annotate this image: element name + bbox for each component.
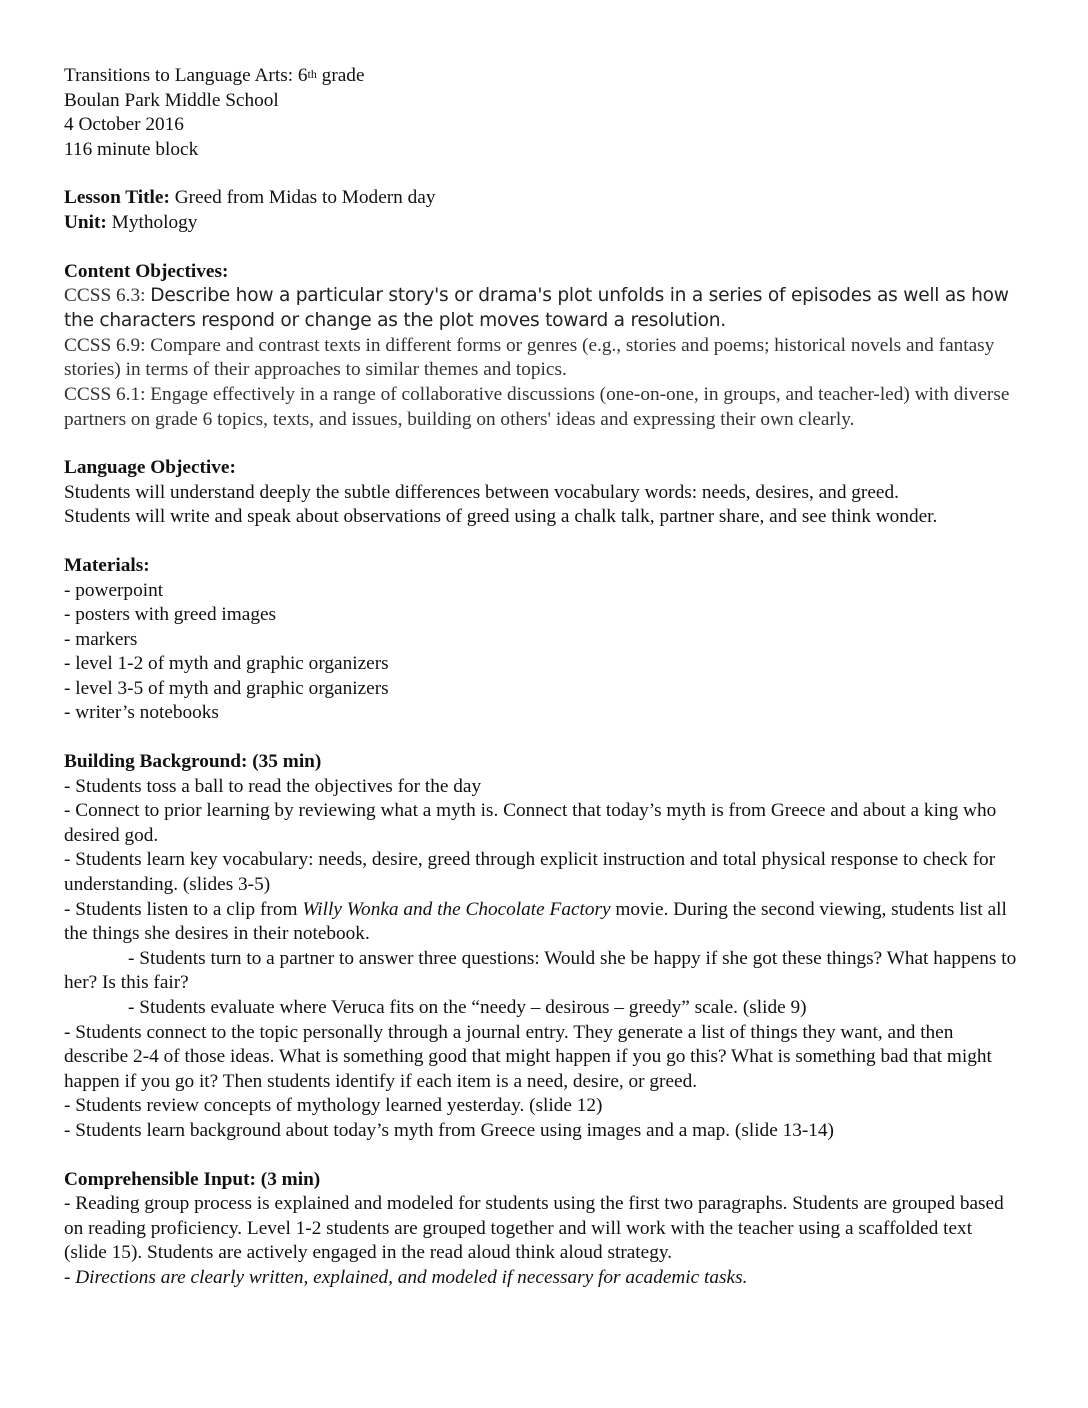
ccss-6-3-code: CCSS 6.3:: [64, 285, 151, 307]
ccss-6-3: [64, 284, 1018, 334]
ccss-6-9-text: Compare and contrast texts in different forms or genres (e.g., stories and poems; historical novels and fantasy stories) in terms of their approaches to similar themes and topics.: [64, 334, 995, 381]
building-background-heading: Building Background: (35 min): [64, 751, 322, 773]
material-item: - powerpoint: [64, 579, 164, 601]
ccss-6-1-code: CCSS 6.1:: [64, 383, 151, 405]
ccss-6-1: [64, 383, 1018, 432]
school-name: Boulan Park Middle School: [64, 89, 279, 111]
course-line: [64, 64, 1018, 89]
language-objective-heading: Language Objective:: [64, 457, 236, 479]
lesson-date: 4 October 2016: [64, 114, 184, 136]
background-item: [64, 898, 1018, 947]
content-objectives-heading: Content Objectives:: [64, 260, 229, 282]
movie-title: Willy Wonka and the Chocolate Factory: [302, 898, 611, 920]
input-item: - Reading group process is explained and modeled for students using the first two paragraphs. Students are grouped based on reading proficiency. Level 1-2 students are grouped together and will work with the teacher using a scaffolded text (slide 15). Students are actively engaged in the read aloud think aloud strategy.: [64, 1193, 1004, 1264]
material-item: - level 1-2 of myth and graphic organizers: [64, 653, 389, 675]
spacer: [64, 530, 1018, 554]
material-item: - markers: [64, 628, 138, 650]
background-item: - Students review concepts of mythology learned yesterday. (slide 12): [64, 1095, 603, 1117]
background-subitem: [64, 947, 1018, 996]
ccss-6-3-text: Describe how a particular story's or drama's plot unfolds in a series of episodes as well as how the characters respond or change as the plot moves toward a resolution.: [64, 285, 1009, 331]
unit-line: [64, 211, 1018, 236]
spacer: [64, 236, 1018, 260]
ccss-6-1-text: Engage effectively in a range of collaborative discussions (one-on-one, in groups, and teacher-led) with diverse partners on grade 6 topics, texts, and issues, building on others' ideas and expressing their own clearly.: [64, 383, 1010, 430]
grade-suffix: grade: [316, 65, 365, 86]
comprehensible-input-heading: Comprehensible Input: (3 min): [64, 1168, 321, 1190]
material-item: - writer’s notebooks: [64, 702, 219, 724]
ccss-6-9: [64, 334, 1018, 383]
comprehensible-input-section: [64, 1168, 1018, 1291]
language-objective-2: Students will write and speak about observations of greed using a chalk talk, partner share, and see think wonder.: [64, 506, 938, 528]
course-title: Transitions to Language Arts: 6: [64, 65, 308, 86]
spacer: [64, 1144, 1018, 1168]
background-item: - Students toss a ball to read the objectives for the day: [64, 775, 482, 797]
material-item: - posters with greed images: [64, 604, 277, 626]
background-item: - Connect to prior learning by reviewing what a myth is. Connect that today’s myth is from Greece and about a king who desired god.: [64, 800, 997, 846]
materials-heading: Materials:: [64, 554, 150, 576]
block-length: 116 minute block: [64, 138, 199, 160]
background-item: - Students learn key vocabulary: needs, desire, greed through explicit instruction and total physical response to check for understanding. (slides 3-5): [64, 849, 996, 896]
grade-superscript: th: [307, 67, 317, 81]
input-item-italic: - Directions are clearly written, explained, and modeled if necessary for academic tasks.: [64, 1266, 748, 1288]
material-item: - level 3-5 of myth and graphic organizers: [64, 677, 389, 699]
background-item: - Students learn background about today’s myth from Greece using images and a map. (slide 13-14): [64, 1119, 834, 1141]
unit-label: Unit:: [64, 211, 107, 233]
ccss-6-9-code: CCSS 6.9:: [64, 334, 151, 356]
lesson-title-line: [64, 186, 1018, 211]
background-item: - Students connect to the topic personally through a journal entry. They generate a list of things they want, and then describe 2-4 of those ideas. What is something good that might happen if you go this? What is something bad that might happen if you go it? Then students identify if each item is a need, desire, or greed.: [64, 1021, 992, 1092]
spacer: [64, 726, 1018, 750]
materials-section: [64, 554, 1018, 726]
building-background-section: [64, 750, 1018, 1144]
spacer: [64, 162, 1018, 186]
spacer: [64, 432, 1018, 456]
lesson-title-value: Greed from Midas to Modern day: [169, 187, 436, 209]
background-item-text: - Students listen to a clip from: [64, 898, 303, 920]
background-item-text: movie. During the second viewing, students list all the things she desires in their notebook.: [64, 898, 1007, 945]
content-objectives-section: [64, 260, 1018, 433]
background-subitem: [64, 996, 1018, 1021]
language-objective-1: Students will understand deeply the subtle differences between vocabulary words: needs, desires, and greed.: [64, 481, 899, 503]
background-subitem-text: - Students evaluate where Veruca fits on the “needy – desirous – greedy” scale. (slide 9): [128, 997, 807, 1018]
lesson-block: [64, 186, 1018, 235]
unit-value: Mythology: [106, 211, 198, 233]
header-block: [64, 64, 1018, 162]
background-subitem-text: - Students turn to a partner to answer three questions: Would she be happy if she got these things? What happens to her? Is this fair?: [64, 947, 1017, 994]
lesson-title-label: Lesson Title:: [64, 187, 170, 209]
language-objective-section: [64, 456, 1018, 530]
